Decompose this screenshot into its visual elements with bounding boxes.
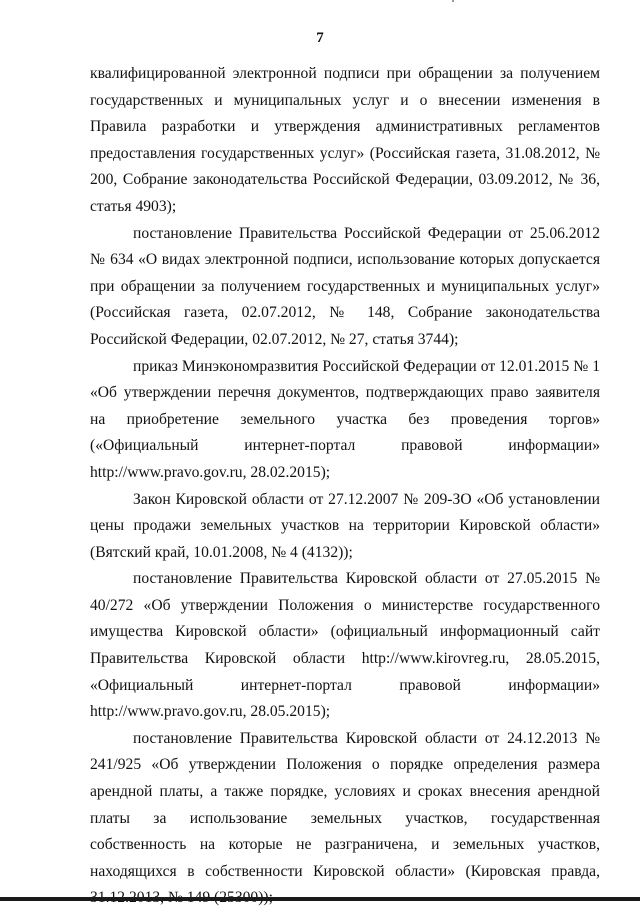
paragraph-order-1: приказ Минэкономразвития Российской Федерации от 12.01.2015 № 1 «Об утверждении перечня документов, подтверждающих право заявителя на приобретение земельного участка без проведения торгов» («Официальный интернет-портал правовой информации» http://www.pravo.gov.ru, 28.02.2015); (90, 357, 600, 481)
scan-artifact (452, 0, 454, 2)
paragraph-continuation: квалифицированной электронной подписи при обращении за получением государственных и муниципальных услуг и о внесении изменения в Правила разработки и утверждения административных регламентов предоставления государственных услуг» (Российская газета, 31.08.2012, № 200, Собрание законодательства Российской Федерации, 03.09.2012, № 36, статья 4903); (90, 65, 600, 215)
paragraph-law-209: Закон Кировской области от 27.12.2007 № 209-ЗО «Об установлении цены продажи земельных участков на территории Кировской области» (Вятский край, 10.01.2008, № 4 (4132)); (90, 490, 600, 561)
bottom-edge-rule (0, 897, 640, 901)
paragraph-decree-634: постановление Правительства Российской Федерации от 25.06.2012 № 634 «О видах электронной подписи, использование которых допускается при обращении за получением государственных и муниципальных услуг» (Российская газета, 02.07.2012, № 148, Собрание законодательства Российской Федерации, 02.07.2012, № 27, статья 3744); (90, 224, 600, 348)
page-number: 7 (316, 30, 324, 46)
paragraph-decree-241-925: постановление Правительства Кировской области от 24.12.2013 № 241/925 «Об утверждении Положения о порядке определения размера арендной платы, а также порядке, условиях и сроках внесения арендной платы за использование земельных участков, государственная собственность на которые не разграничена, и земельных участков, находящихся в собственности Кировской области» (Кировская правда, (90, 729, 600, 880)
document-body (90, 61, 600, 912)
paragraph-decree-40-272: постановление Правительства Кировской области от 27.05.2015 № 40/272 «Об утверждении Положения о министерстве государственного имущества Кировской области» (официальный информационный сайт Правительства Кировской области http://www.kirovreg.ru, 28.05.2015, «Официальный интернет-портал правовой информации» http://www.pravo.gov.ru, 28.05.2015); (90, 570, 600, 721)
